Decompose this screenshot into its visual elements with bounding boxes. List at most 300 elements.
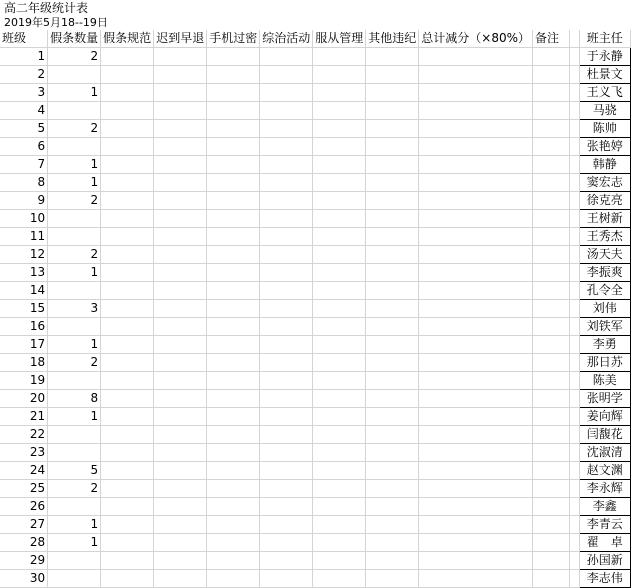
empty-cell[interactable] <box>366 138 419 156</box>
teacher-cell[interactable]: 李鑫 <box>579 498 630 516</box>
empty-cell[interactable] <box>207 354 260 372</box>
empty-cell[interactable] <box>154 102 207 120</box>
empty-cell[interactable] <box>366 156 419 174</box>
empty-cell[interactable] <box>366 318 419 336</box>
empty-cell[interactable] <box>419 336 533 354</box>
empty-cell[interactable] <box>569 318 579 336</box>
empty-cell[interactable] <box>533 372 570 390</box>
leave-count-cell[interactable]: 1 <box>48 516 101 534</box>
empty-cell[interactable] <box>569 174 579 192</box>
empty-cell[interactable] <box>154 246 207 264</box>
empty-cell[interactable] <box>207 462 260 480</box>
empty-cell[interactable] <box>101 462 154 480</box>
empty-cell[interactable] <box>260 102 313 120</box>
empty-cell[interactable] <box>154 426 207 444</box>
leave-count-cell[interactable]: 1 <box>48 156 101 174</box>
class-number-cell[interactable]: 15 <box>0 300 48 318</box>
class-number-cell[interactable]: 2 <box>0 66 48 84</box>
empty-cell[interactable] <box>207 282 260 300</box>
class-number-cell[interactable]: 20 <box>0 390 48 408</box>
empty-cell[interactable] <box>533 390 570 408</box>
empty-cell[interactable] <box>101 300 154 318</box>
empty-cell[interactable] <box>207 552 260 570</box>
teacher-cell[interactable]: 李勇 <box>579 336 630 354</box>
empty-cell[interactable] <box>313 282 366 300</box>
empty-cell[interactable] <box>366 372 419 390</box>
leave-count-cell[interactable] <box>48 210 101 228</box>
empty-cell[interactable] <box>366 390 419 408</box>
leave-count-cell[interactable] <box>48 498 101 516</box>
empty-cell[interactable] <box>569 138 579 156</box>
empty-cell[interactable] <box>569 480 579 498</box>
class-number-cell[interactable]: 4 <box>0 102 48 120</box>
empty-cell[interactable] <box>313 426 366 444</box>
empty-cell[interactable] <box>569 552 579 570</box>
empty-cell[interactable] <box>419 498 533 516</box>
empty-cell[interactable] <box>313 120 366 138</box>
leave-count-cell[interactable]: 1 <box>48 264 101 282</box>
empty-cell[interactable] <box>207 84 260 102</box>
empty-cell[interactable] <box>366 210 419 228</box>
leave-count-cell[interactable]: 2 <box>48 48 101 66</box>
header-cell[interactable]: 假条规范 <box>101 30 154 48</box>
empty-cell[interactable] <box>366 552 419 570</box>
empty-cell[interactable] <box>260 192 313 210</box>
empty-cell[interactable] <box>207 246 260 264</box>
empty-cell[interactable] <box>154 300 207 318</box>
empty-cell[interactable] <box>207 444 260 462</box>
empty-cell[interactable] <box>154 210 207 228</box>
empty-cell[interactable] <box>533 228 570 246</box>
empty-cell[interactable] <box>569 228 579 246</box>
class-number-cell[interactable]: 11 <box>0 228 48 246</box>
empty-cell[interactable] <box>313 66 366 84</box>
empty-cell[interactable] <box>154 84 207 102</box>
empty-cell[interactable] <box>101 354 154 372</box>
class-number-cell[interactable]: 27 <box>0 516 48 534</box>
empty-cell[interactable] <box>419 282 533 300</box>
empty-cell[interactable] <box>313 102 366 120</box>
empty-cell[interactable] <box>207 498 260 516</box>
empty-cell[interactable] <box>533 354 570 372</box>
empty-cell[interactable] <box>260 264 313 282</box>
header-cell[interactable]: 其他违纪 <box>366 30 419 48</box>
empty-cell[interactable] <box>207 66 260 84</box>
class-number-cell[interactable]: 24 <box>0 462 48 480</box>
empty-cell[interactable] <box>533 516 570 534</box>
empty-cell[interactable] <box>533 264 570 282</box>
empty-cell[interactable] <box>207 138 260 156</box>
empty-cell[interactable] <box>154 534 207 552</box>
empty-cell[interactable] <box>154 66 207 84</box>
teacher-cell[interactable]: 王秀杰 <box>579 228 630 246</box>
empty-cell[interactable] <box>154 498 207 516</box>
empty-cell[interactable] <box>154 372 207 390</box>
empty-cell[interactable] <box>260 48 313 66</box>
empty-cell[interactable] <box>366 174 419 192</box>
empty-cell[interactable] <box>569 372 579 390</box>
empty-cell[interactable] <box>533 408 570 426</box>
empty-cell[interactable] <box>533 174 570 192</box>
class-number-cell[interactable]: 26 <box>0 498 48 516</box>
empty-cell[interactable] <box>419 552 533 570</box>
empty-cell[interactable] <box>533 480 570 498</box>
empty-cell[interactable] <box>154 480 207 498</box>
empty-cell[interactable] <box>419 156 533 174</box>
header-cell[interactable]: 假条数量 <box>48 30 101 48</box>
teacher-cell[interactable]: 马骁 <box>579 102 630 120</box>
empty-cell[interactable] <box>207 192 260 210</box>
empty-cell[interactable] <box>260 390 313 408</box>
leave-count-cell[interactable]: 2 <box>48 246 101 264</box>
class-number-cell[interactable]: 16 <box>0 318 48 336</box>
class-number-cell[interactable]: 5 <box>0 120 48 138</box>
empty-cell[interactable] <box>366 534 419 552</box>
leave-count-cell[interactable]: 1 <box>48 534 101 552</box>
empty-cell[interactable] <box>419 372 533 390</box>
teacher-cell[interactable]: 孙国新 <box>579 552 630 570</box>
empty-cell[interactable] <box>313 498 366 516</box>
empty-cell[interactable] <box>366 120 419 138</box>
empty-cell[interactable] <box>154 462 207 480</box>
empty-cell[interactable] <box>313 336 366 354</box>
leave-count-cell[interactable]: 1 <box>48 408 101 426</box>
empty-cell[interactable] <box>313 48 366 66</box>
empty-cell[interactable] <box>313 390 366 408</box>
leave-count-cell[interactable] <box>48 282 101 300</box>
class-number-cell[interactable]: 28 <box>0 534 48 552</box>
empty-cell[interactable] <box>101 552 154 570</box>
empty-cell[interactable] <box>154 120 207 138</box>
empty-cell[interactable] <box>569 48 579 66</box>
empty-cell[interactable] <box>101 318 154 336</box>
empty-cell[interactable] <box>101 210 154 228</box>
teacher-cell[interactable]: 那日苏 <box>579 354 630 372</box>
teacher-cell[interactable]: 李青云 <box>579 516 630 534</box>
teacher-cell[interactable]: 沈淑清 <box>579 444 630 462</box>
leave-count-cell[interactable]: 2 <box>48 480 101 498</box>
empty-cell[interactable] <box>366 228 419 246</box>
empty-cell[interactable] <box>101 66 154 84</box>
empty-cell[interactable] <box>533 102 570 120</box>
empty-cell[interactable] <box>260 156 313 174</box>
empty-cell[interactable] <box>313 480 366 498</box>
empty-cell[interactable] <box>366 84 419 102</box>
teacher-cell[interactable]: 刘伟 <box>579 300 630 318</box>
empty-cell[interactable] <box>207 174 260 192</box>
empty-cell[interactable] <box>419 408 533 426</box>
empty-cell[interactable] <box>533 336 570 354</box>
empty-cell[interactable] <box>313 354 366 372</box>
empty-cell[interactable] <box>101 156 154 174</box>
teacher-cell[interactable]: 闫馥花 <box>579 426 630 444</box>
empty-cell[interactable] <box>419 264 533 282</box>
empty-cell[interactable] <box>154 264 207 282</box>
empty-cell[interactable] <box>569 462 579 480</box>
empty-cell[interactable] <box>533 282 570 300</box>
empty-cell[interactable] <box>207 210 260 228</box>
empty-cell[interactable] <box>154 318 207 336</box>
empty-cell[interactable] <box>533 156 570 174</box>
empty-cell[interactable] <box>569 300 579 318</box>
empty-cell[interactable] <box>533 552 570 570</box>
teacher-cell[interactable]: 汤天夫 <box>579 246 630 264</box>
empty-cell[interactable] <box>207 228 260 246</box>
teacher-cell[interactable]: 赵文渊 <box>579 462 630 480</box>
empty-cell[interactable] <box>154 156 207 174</box>
empty-cell[interactable] <box>101 426 154 444</box>
empty-cell[interactable] <box>313 246 366 264</box>
empty-cell[interactable] <box>569 120 579 138</box>
empty-cell[interactable] <box>260 84 313 102</box>
empty-cell[interactable] <box>533 318 570 336</box>
empty-cell[interactable] <box>101 174 154 192</box>
empty-cell[interactable] <box>260 498 313 516</box>
empty-cell[interactable] <box>101 246 154 264</box>
class-number-cell[interactable]: 7 <box>0 156 48 174</box>
header-cell[interactable]: 综治活动 <box>260 30 313 48</box>
header-cell[interactable] <box>569 30 579 48</box>
empty-cell[interactable] <box>533 210 570 228</box>
empty-cell[interactable] <box>313 462 366 480</box>
empty-cell[interactable] <box>366 48 419 66</box>
empty-cell[interactable] <box>366 408 419 426</box>
empty-cell[interactable] <box>366 516 419 534</box>
empty-cell[interactable] <box>419 390 533 408</box>
empty-cell[interactable] <box>260 444 313 462</box>
leave-count-cell[interactable] <box>48 552 101 570</box>
leave-count-cell[interactable]: 8 <box>48 390 101 408</box>
class-number-cell[interactable]: 22 <box>0 426 48 444</box>
empty-cell[interactable] <box>207 390 260 408</box>
empty-cell[interactable] <box>207 426 260 444</box>
empty-cell[interactable] <box>533 498 570 516</box>
teacher-cell[interactable]: 李永辉 <box>579 480 630 498</box>
empty-cell[interactable] <box>419 318 533 336</box>
empty-cell[interactable] <box>366 498 419 516</box>
empty-cell[interactable] <box>101 372 154 390</box>
empty-cell[interactable] <box>260 282 313 300</box>
empty-cell[interactable] <box>260 426 313 444</box>
teacher-cell[interactable]: 杜景文 <box>579 66 630 84</box>
empty-cell[interactable] <box>313 372 366 390</box>
empty-cell[interactable] <box>101 498 154 516</box>
empty-cell[interactable] <box>154 138 207 156</box>
empty-cell[interactable] <box>154 516 207 534</box>
empty-cell[interactable] <box>569 210 579 228</box>
teacher-cell[interactable]: 徐克亮 <box>579 192 630 210</box>
teacher-cell[interactable]: 王义飞 <box>579 84 630 102</box>
empty-cell[interactable] <box>260 552 313 570</box>
empty-cell[interactable] <box>569 444 579 462</box>
empty-cell[interactable] <box>101 120 154 138</box>
teacher-cell[interactable]: 张明学 <box>579 390 630 408</box>
header-cell[interactable]: 服从管理 <box>313 30 366 48</box>
empty-cell[interactable] <box>101 390 154 408</box>
class-number-cell[interactable]: 23 <box>0 444 48 462</box>
header-cell[interactable]: 备注 <box>533 30 570 48</box>
leave-count-cell[interactable] <box>48 318 101 336</box>
teacher-cell[interactable]: 王树新 <box>579 210 630 228</box>
header-cell[interactable]: 手机过密 <box>207 30 260 48</box>
empty-cell[interactable] <box>569 354 579 372</box>
empty-cell[interactable] <box>533 426 570 444</box>
empty-cell[interactable] <box>366 192 419 210</box>
empty-cell[interactable] <box>260 534 313 552</box>
empty-cell[interactable] <box>313 300 366 318</box>
empty-cell[interactable] <box>366 264 419 282</box>
empty-cell[interactable] <box>260 462 313 480</box>
empty-cell[interactable] <box>313 84 366 102</box>
empty-cell[interactable] <box>419 300 533 318</box>
empty-cell[interactable] <box>533 444 570 462</box>
empty-cell[interactable] <box>101 408 154 426</box>
class-number-cell[interactable]: 3 <box>0 84 48 102</box>
empty-cell[interactable] <box>207 102 260 120</box>
teacher-cell[interactable]: 张艳婷 <box>579 138 630 156</box>
empty-cell[interactable] <box>260 516 313 534</box>
empty-cell[interactable] <box>101 138 154 156</box>
empty-cell[interactable] <box>569 390 579 408</box>
leave-count-cell[interactable]: 2 <box>48 120 101 138</box>
teacher-cell[interactable]: 孔令全 <box>579 282 630 300</box>
empty-cell[interactable] <box>260 120 313 138</box>
class-number-cell[interactable]: 29 <box>0 552 48 570</box>
teacher-cell[interactable]: 陈帅 <box>579 120 630 138</box>
empty-cell[interactable] <box>569 498 579 516</box>
empty-cell[interactable] <box>101 84 154 102</box>
empty-cell[interactable] <box>207 120 260 138</box>
leave-count-cell[interactable] <box>48 372 101 390</box>
class-number-cell[interactable]: 8 <box>0 174 48 192</box>
empty-cell[interactable] <box>419 102 533 120</box>
empty-cell[interactable] <box>366 462 419 480</box>
empty-cell[interactable] <box>366 246 419 264</box>
class-number-cell[interactable]: 13 <box>0 264 48 282</box>
empty-cell[interactable] <box>101 264 154 282</box>
empty-cell[interactable] <box>260 228 313 246</box>
empty-cell[interactable] <box>569 66 579 84</box>
leave-count-cell[interactable]: 1 <box>48 174 101 192</box>
empty-cell[interactable] <box>313 192 366 210</box>
empty-cell[interactable] <box>313 174 366 192</box>
empty-cell[interactable] <box>366 444 419 462</box>
empty-cell[interactable] <box>207 480 260 498</box>
empty-cell[interactable] <box>260 66 313 84</box>
leave-count-cell[interactable] <box>48 102 101 120</box>
empty-cell[interactable] <box>313 210 366 228</box>
class-number-cell[interactable]: 30 <box>0 570 48 588</box>
empty-cell[interactable] <box>366 102 419 120</box>
empty-cell[interactable] <box>260 246 313 264</box>
empty-cell[interactable] <box>154 354 207 372</box>
class-number-cell[interactable]: 17 <box>0 336 48 354</box>
empty-cell[interactable] <box>207 48 260 66</box>
empty-cell[interactable] <box>419 354 533 372</box>
leave-count-cell[interactable]: 2 <box>48 192 101 210</box>
empty-cell[interactable] <box>366 336 419 354</box>
empty-cell[interactable] <box>419 246 533 264</box>
teacher-cell[interactable]: 李振爽 <box>579 264 630 282</box>
empty-cell[interactable] <box>533 66 570 84</box>
empty-cell[interactable] <box>313 264 366 282</box>
empty-cell[interactable] <box>154 390 207 408</box>
empty-cell[interactable] <box>154 228 207 246</box>
empty-cell[interactable] <box>419 426 533 444</box>
empty-cell[interactable] <box>313 156 366 174</box>
empty-cell[interactable] <box>313 318 366 336</box>
class-number-cell[interactable]: 6 <box>0 138 48 156</box>
empty-cell[interactable] <box>419 462 533 480</box>
empty-cell[interactable] <box>313 408 366 426</box>
empty-cell[interactable] <box>207 516 260 534</box>
header-cell[interactable]: 班主任 <box>579 30 630 48</box>
empty-cell[interactable] <box>569 408 579 426</box>
teacher-cell[interactable]: 刘铁军 <box>579 318 630 336</box>
empty-cell[interactable] <box>154 174 207 192</box>
empty-cell[interactable] <box>419 534 533 552</box>
empty-cell[interactable] <box>101 516 154 534</box>
empty-cell[interactable] <box>533 120 570 138</box>
empty-cell[interactable] <box>313 534 366 552</box>
empty-cell[interactable] <box>569 534 579 552</box>
empty-cell[interactable] <box>419 120 533 138</box>
empty-cell[interactable] <box>101 228 154 246</box>
empty-cell[interactable] <box>569 516 579 534</box>
teacher-cell[interactable]: 陈美 <box>579 372 630 390</box>
teacher-cell[interactable]: 姜向辉 <box>579 408 630 426</box>
empty-cell[interactable] <box>569 264 579 282</box>
empty-cell[interactable] <box>260 174 313 192</box>
empty-cell[interactable] <box>313 552 366 570</box>
teacher-cell[interactable]: 李志伟 <box>579 570 630 588</box>
empty-cell[interactable] <box>154 48 207 66</box>
empty-cell[interactable] <box>101 444 154 462</box>
empty-cell[interactable] <box>419 210 533 228</box>
class-number-cell[interactable]: 21 <box>0 408 48 426</box>
empty-cell[interactable] <box>313 138 366 156</box>
empty-cell[interactable] <box>533 246 570 264</box>
empty-cell[interactable] <box>154 408 207 426</box>
empty-cell[interactable] <box>101 534 154 552</box>
empty-cell[interactable] <box>154 282 207 300</box>
class-number-cell[interactable]: 19 <box>0 372 48 390</box>
empty-cell[interactable] <box>260 210 313 228</box>
empty-cell[interactable] <box>366 354 419 372</box>
empty-cell[interactable] <box>207 318 260 336</box>
empty-cell[interactable] <box>260 336 313 354</box>
empty-cell[interactable] <box>260 480 313 498</box>
empty-cell[interactable] <box>207 372 260 390</box>
empty-cell[interactable] <box>569 192 579 210</box>
class-number-cell[interactable]: 12 <box>0 246 48 264</box>
empty-cell[interactable] <box>419 444 533 462</box>
empty-cell[interactable] <box>101 480 154 498</box>
empty-cell[interactable] <box>260 318 313 336</box>
empty-cell[interactable] <box>366 282 419 300</box>
empty-cell[interactable] <box>419 138 533 156</box>
empty-cell[interactable] <box>419 516 533 534</box>
empty-cell[interactable] <box>207 300 260 318</box>
empty-cell[interactable] <box>533 84 570 102</box>
teacher-cell[interactable]: 于永静 <box>579 48 630 66</box>
leave-count-cell[interactable]: 1 <box>48 336 101 354</box>
empty-cell[interactable] <box>569 84 579 102</box>
leave-count-cell[interactable] <box>48 426 101 444</box>
empty-cell[interactable] <box>154 192 207 210</box>
empty-cell[interactable] <box>533 462 570 480</box>
empty-cell[interactable] <box>260 354 313 372</box>
